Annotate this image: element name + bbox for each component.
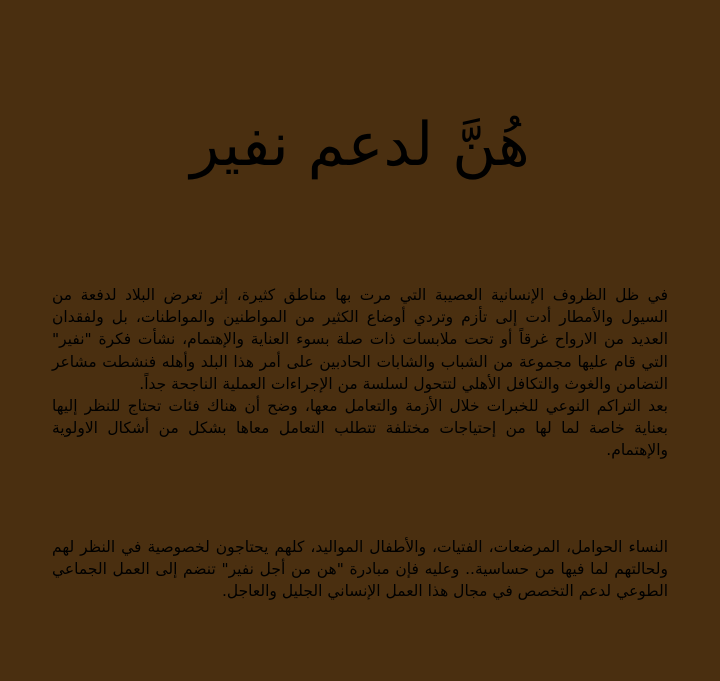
paragraph-experience: بعد التراكم النوعي للخبرات خلال الأزمة والتعامل معها، وضح أن هناك فئات تحتاج للنظر إليها بعناية خاصة لما لها من إحتياجات مختلفة تتطلب التعامل معاها بشكل من أشكال الاولوية والإهتمام.	[52, 397, 668, 460]
body-text-block-1	[52, 284, 668, 462]
page-title: هُنَّ لدعم نفير	[190, 110, 530, 180]
paragraph-initiative: النساء الحوامل، المرضعات، الفتيات، والأطفال المواليد، كلهم يحتاجون لخصوصية في النظر لهم ولحالتهم لما فيها من حساسية.. وعليه فإن مبادرة "هن من أجل نفير" تنضم إلى العمل الجماعي الطوعي لدعم التخصص في مجال هذا العمل الإنساني الجليل والعاجل.	[52, 538, 668, 601]
paragraph-crisis-background: في ظل الظروف الإنسانية العصيبة التي مرت بها مناطق كثيرة، إثر تعرض البلاد لدفعة من السيول والأمطار أدت إلى تأزم وتردي أوضاع الكثير من المواطنين والمواطنات، بل ولفقدان العديد من الارواح غرقاً أو تحت ملابسات ذات صلة بسوء العناية والإهتمام، نشأت فكرة "نفير" التي قام عليها مجموعة من الشباب والشابات الحادبين على أمر هذا البلد وأهله فنشطت مشاعر التضامن والغوث والتكافل الأهلي لتتحول لسلسة من الإجراءات العملية الناجحة جداً.	[52, 286, 668, 393]
body-text-block-2	[52, 536, 668, 603]
